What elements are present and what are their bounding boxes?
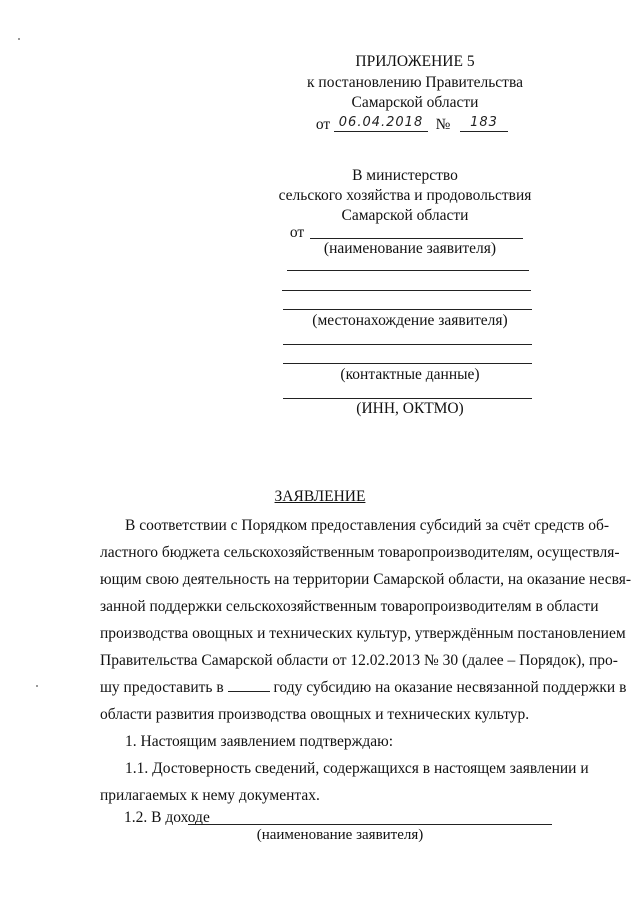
appendix-number-handwritten: 183 [470,115,498,130]
income-applicant-field[interactable] [188,824,552,825]
location-field[interactable] [283,309,532,310]
statement-body [100,512,632,809]
applicant-name-caption: (наименование заявителя) [323,240,497,257]
addressee-line-3: Самарской области [341,207,469,224]
appendix-date-handwritten: 06.04.2018 [338,115,424,130]
scan-speck [36,685,38,687]
blank-line-1[interactable] [287,270,529,271]
para1-line: В соответствии с Порядком предоставления субсидий за счёт средств об- [125,517,610,534]
item-1-2-label: 1.2. В доходе [124,809,210,826]
para1-line: производства овощных и технических культур, утверждённым постановлением [100,625,626,642]
blank-line-2[interactable] [282,290,531,291]
inn-caption: (ИНН, ОКТМО) [356,400,464,417]
appendix-line-3: Самарской области [351,94,479,111]
para1-line7-before: шу предоставить в [100,679,224,696]
appendix-date-underline [334,131,428,132]
appendix-line-2: к постановлению Правительства [307,74,523,91]
year-field[interactable] [228,679,270,692]
appendix-from-label: от [315,116,331,133]
item-1: 1. Настоящим заявлением подтверждаю: [125,733,394,750]
appendix-title: ПРИЛОЖЕНИЕ 5 [355,53,475,70]
addressee-line-2: сельского хозяйства и продовольствия [278,187,532,204]
item-1-1-line-1: 1.1. Достоверность сведений, содержащихся в настоящем заявлении и [125,760,589,777]
para1-line: Правительства Самарской области от 12.02.2013 № 30 (далее – Порядок), про- [100,652,618,669]
para1-line: ластного бюджета сельскохозяйственным товаропроизводителям, осуществля- [100,544,620,561]
addressee-from-label: от [289,224,305,241]
addressee-line-1: В министерство [352,167,458,184]
contacts-caption: (контактные данные) [340,366,480,383]
para1-line7-after: году субсидию на оказание несвязанной поддержки в [273,679,627,696]
blank-line-3[interactable] [283,344,532,345]
contacts-field[interactable] [283,363,532,364]
appendix-number-underline [460,131,508,132]
item-1-2-caption: (наименование заявителя) [256,827,424,843]
para1-line: области развития производства овощных и технических культур. [100,706,530,723]
para1-line: занной поддержки сельскохозяйственным товаропроизводителям в области [100,598,599,615]
scan-speck [18,38,20,40]
applicant-name-field[interactable] [310,238,523,239]
location-caption: (местонахождение заявителя) [312,312,508,329]
appendix-number-label: № [435,116,451,133]
inn-field[interactable] [283,398,532,399]
item-1-1-line-2: прилагаемых к нему документах. [100,787,320,804]
para1-line [100,674,627,701]
para1-line: ющим свою деятельность на территории Самарской области, на оказание несвя- [100,571,632,588]
statement-title: ЗАЯВЛЕНИЕ [274,488,366,505]
